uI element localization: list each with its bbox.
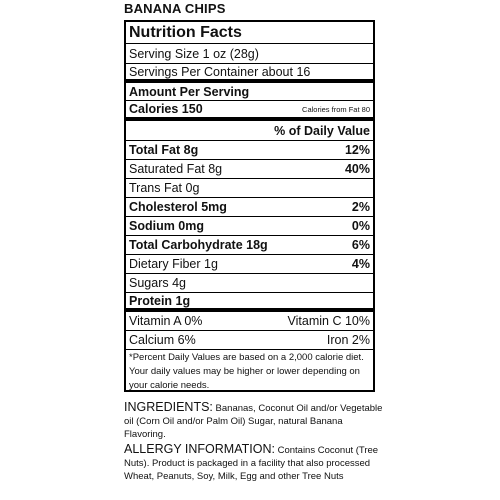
allergy-heading: ALLERGY INFORMATION: — [124, 442, 275, 456]
nutrient-row — [126, 274, 373, 293]
calories-row — [126, 101, 373, 121]
servings-per-container: Servings Per Container about 16 — [129, 64, 311, 79]
nutrient-row — [126, 236, 373, 255]
vitamin-left: Vitamin A 0% — [129, 314, 203, 328]
nutrient-name: Saturated Fat 8g — [129, 162, 223, 176]
serving-size: Serving Size 1 oz (28g) — [129, 46, 259, 61]
vitamin-row — [126, 331, 373, 350]
amount-per-serving-row — [126, 83, 373, 101]
servings-per-container-row — [126, 64, 373, 83]
nutrient-name: Cholesterol 5mg — [129, 200, 227, 214]
ingredients-section — [124, 401, 386, 441]
nutrient-name: Trans Fat 0g — [129, 181, 200, 195]
nutrient-name: Dietary Fiber 1g — [129, 257, 218, 271]
nutrient-dv: 12% — [344, 143, 370, 157]
nutrient-name: Sugars 4g — [129, 276, 186, 290]
daily-value-header-row — [126, 121, 373, 141]
ingredients-text: Bananas, Coconut Oil and/or Vegetable oil (Corn Oil and/or Palm Oil) Sugar, natural Banana Flavoring. — [124, 403, 383, 440]
nutrient-row — [126, 255, 373, 274]
nutrient-name: Total Carbohydrate 18g — [129, 238, 268, 252]
daily-value-header: % of Daily Value — [274, 123, 370, 138]
nutrient-dv: 0% — [351, 219, 370, 233]
label-heading: Nutrition Facts — [129, 23, 242, 41]
vitamin-row — [126, 312, 373, 331]
nutrient-row — [126, 217, 373, 236]
nutrient-name: Sodium 0mg — [129, 219, 205, 233]
vitamin-right: Vitamin C 10% — [287, 314, 370, 328]
vitamin-left: Calcium 6% — [129, 333, 196, 347]
nutrient-dv: 6% — [351, 238, 370, 252]
product-title: BANANA CHIPS — [124, 1, 226, 16]
nutrition-facts-label — [124, 20, 375, 392]
nutrient-row — [126, 179, 373, 198]
label-heading-row — [126, 22, 373, 44]
daily-value-footnote: *Percent Daily Values are based on a 2,000 calorie diet. Your daily values may be higher or lower depending on your calorie needs. — [129, 352, 364, 391]
calories-from-fat: Calories from Fat 80 — [302, 104, 370, 114]
nutrient-dv: 4% — [351, 257, 370, 271]
allergy-text: Contains Coconut (Tree Nuts). Product is packaged in a facility that also processed Wheat, Peanuts, Soy, Milk, Egg and other Tree Nuts — [124, 445, 379, 482]
nutrient-name: Total Fat 8g — [129, 143, 199, 157]
serving-size-row — [126, 44, 373, 64]
vitamin-right: Iron 2% — [326, 333, 370, 347]
nutrient-row — [126, 293, 373, 312]
calories: Calories 150 — [129, 102, 203, 116]
nutrient-row — [126, 198, 373, 217]
ingredients-heading: INGREDIENTS: — [124, 400, 213, 414]
nutrient-row — [126, 141, 373, 160]
nutrient-name: Protein 1g — [129, 293, 191, 308]
nutrient-dv: 40% — [344, 162, 370, 176]
allergy-section — [124, 443, 386, 483]
nutrient-dv: 2% — [351, 200, 370, 214]
nutrient-row — [126, 160, 373, 179]
amount-per-serving: Amount Per Serving — [129, 84, 250, 99]
